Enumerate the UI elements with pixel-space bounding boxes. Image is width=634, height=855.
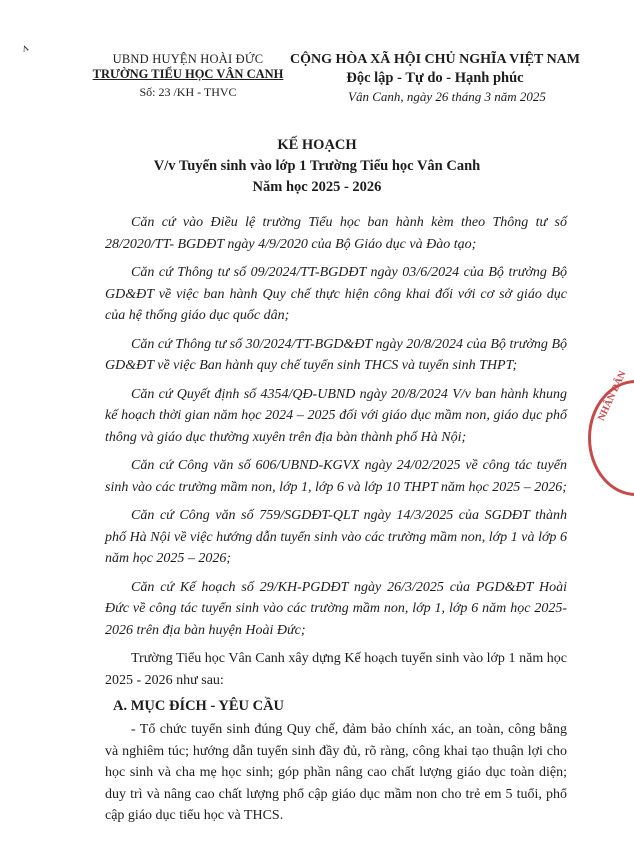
section-a-text: - Tổ chức tuyển sinh đúng Quy chế, đảm bảo chính xác, an toàn, công bằng và nghiêm túc; hướng dẫn tuyển sinh đầy đủ, rõ ràng, công khai tạo thuận lợi cho học sinh và cha mẹ học sinh; góp phần nâng cao chất lượng giáo dục toàn diện; duy trì và nâng cao chất lượng phổ cập giáo dục mầm non cho trẻ em 5 tuổi, phổ cập giáo dục tiểu học và THCS. <box>105 722 567 823</box>
title-line-1: KẾ HOẠCH <box>277 137 357 153</box>
nation-header <box>282 52 588 105</box>
basis-paragraph: Căn cứ Thông tư số 30/2024/TT-BGD&ĐT ngày 20/8/2024 của Bộ trưởng Bộ GD&ĐT về việc Ban hành quy chế tuyển sinh THCS và tuyển sinh THPT; <box>105 336 567 373</box>
basis-paragraph: Căn cứ Thông tư số 09/2024/TT-BGDĐT ngày 03/6/2024 của Bộ trưởng Bộ GD&ĐT về việc ban hành Quy chế thực hiện công khai đối với cơ sở giáo dục của hệ thống giáo dục quốc dân; <box>105 265 567 323</box>
document-body <box>105 212 567 834</box>
stamp-text: NHÂN DÂN <box>596 369 629 423</box>
basis-paragraph: Căn cứ Công văn số 606/UBND-KGVX ngày 24/02/2025 về công tác tuyển sinh vào các trường mầm non, lớp 1, lớp 6 và lớp 10 THPT năm học 2025 – 2026; <box>105 458 567 495</box>
basis-paragraph: Căn cứ Công văn số 759/SGDĐT-QLT ngày 14/3/2025 của SGDĐT thành phố Hà Nội về việc hướng dẫn tuyển sinh vào các trường mầm non, lớp 1 và lớp 6 năm học 2025 – 2026; <box>105 508 567 566</box>
nation-line-2: Độc lập - Tự do - Hạnh phúc <box>346 70 524 86</box>
basis-paragraph: Căn cứ vào Điều lệ trường Tiểu học ban hành kèm theo Thông tư số 28/2020/TT- BGDĐT ngày 4/9/2020 của Bộ Giáo dục và Đào tạo; <box>105 215 567 252</box>
title-line-2: V/v Tuyển sinh vào lớp 1 Trường Tiểu học Vân Canh <box>153 158 481 174</box>
org-line-1: UBND HUYỆN HOÀI ĐỨC <box>112 52 264 66</box>
nation-line-1: CỘNG HÒA XÃ HỘI CHỦ NGHĨA VIỆT NAM <box>289 52 580 67</box>
basis-paragraph: Căn cứ Kế hoạch số 29/KH-PGDĐT ngày 26/3/2025 của PGD&ĐT Hoài Đức về công tác tuyển sinh vào các trường mầm non, lớp 1, lớp 6 năm học 2025-2026 trên địa bàn huyện Hoài Đức; <box>105 579 567 638</box>
document-title <box>0 137 634 196</box>
organization-header <box>78 52 298 100</box>
org-line-2: TRƯỜNG TIỂU HỌC VÂN CANH <box>92 67 284 81</box>
title-line-3: Năm học 2025 - 2026 <box>252 179 382 195</box>
place-date: Vân Canh, ngày 26 tháng 3 năm 2025 <box>348 89 546 104</box>
corner-mark: ʌ <box>19 39 31 55</box>
document-number: Số: 23 /KH - THVC <box>139 85 237 99</box>
intro-paragraph: Trường Tiểu học Vân Canh xây dựng Kế hoạch tuyển sinh vào lớp 1 năm học 2025 - 2026 như sau: <box>105 651 567 688</box>
section-a-heading: A. MỤC ĐÍCH - YÊU CẦU <box>113 698 285 714</box>
basis-paragraph: Căn cứ Quyết định số 4354/QĐ-UBND ngày 20/8/2024 V/v ban hành khung kế hoạch thời gian năm học 2024 – 2025 đối với giáo dục mầm non, giáo dục phổ thông và giáo dục thường xuyên trên địa bàn thành phố Hà Nội; <box>105 386 567 445</box>
